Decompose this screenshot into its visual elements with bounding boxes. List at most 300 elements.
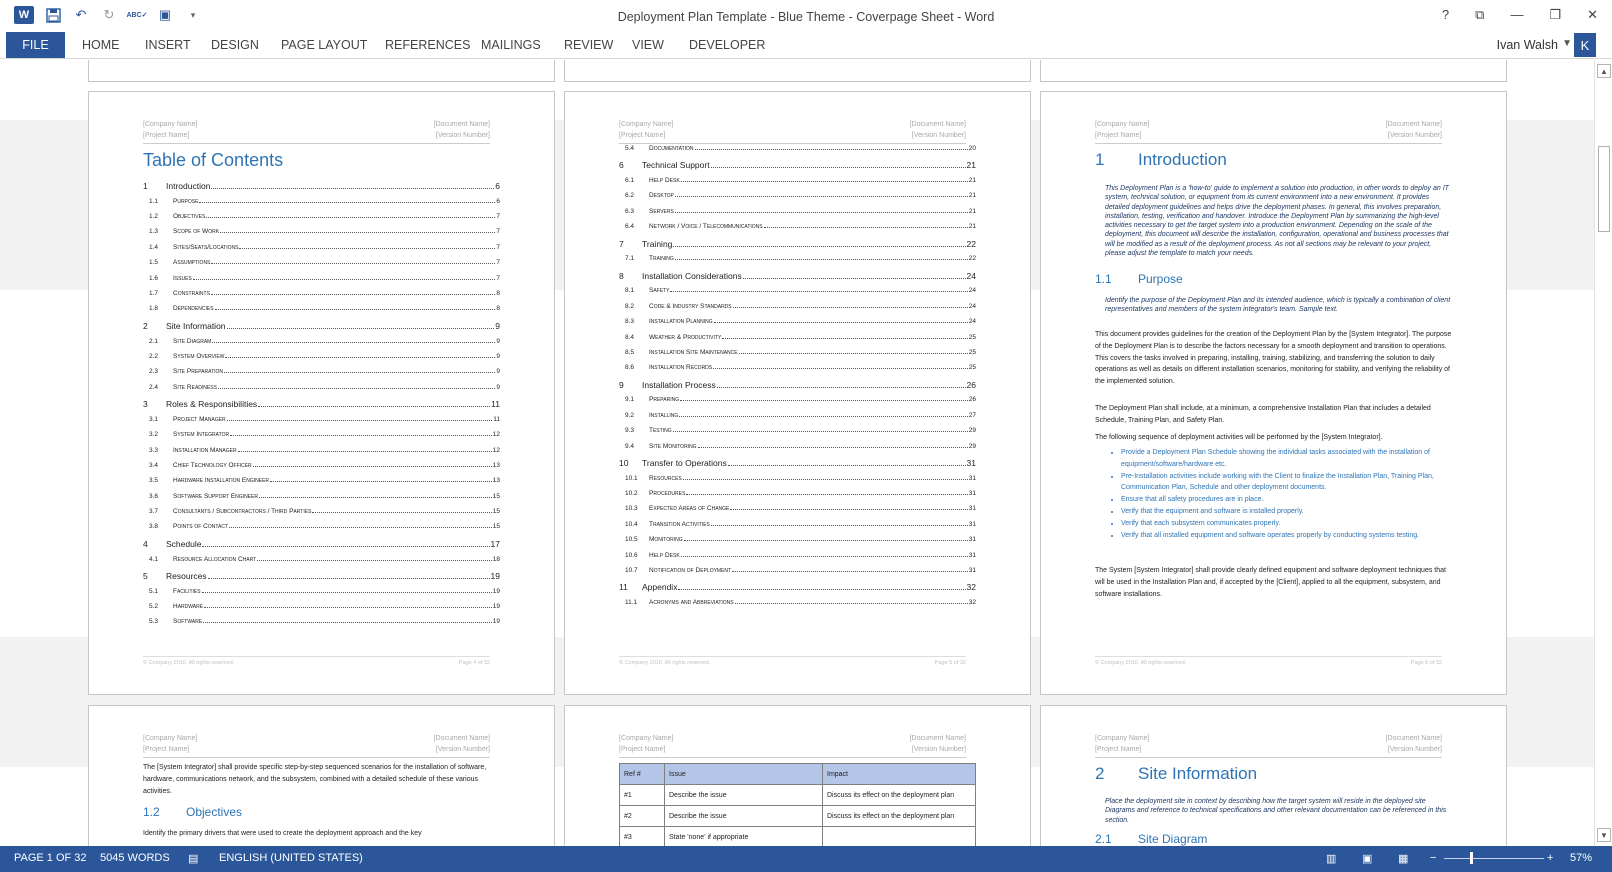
toc-subentry[interactable]: [619, 303, 976, 318]
toc-page: 24: [966, 270, 976, 281]
toc-page: 11: [491, 399, 500, 410]
user-menu-caret-icon[interactable]: ▼: [1562, 38, 1572, 49]
toc-number: 1.5: [149, 259, 159, 267]
copyright: © Company 2016. All rights reserved.: [619, 660, 711, 666]
page-header: [1095, 733, 1442, 758]
toc-page: 18: [492, 555, 500, 563]
toc-subentry[interactable]: [619, 192, 976, 207]
tab-insert[interactable]: INSERT: [145, 38, 191, 52]
toc-label: Notification of Deployment: [649, 567, 732, 575]
toc-subentry[interactable]: [143, 353, 500, 368]
toc-leader: [673, 431, 968, 432]
toc-page: 29: [968, 442, 976, 450]
toc-entry[interactable]: [143, 571, 500, 588]
toc-page: 21: [966, 160, 976, 171]
toc-leader: [238, 451, 492, 452]
page-site-information[interactable]: [1040, 705, 1507, 846]
toc-page: 20: [968, 145, 976, 152]
user-name[interactable]: Ivan Walsh: [1496, 38, 1558, 52]
toc-number: 4: [143, 538, 148, 549]
toc-leader: [764, 227, 968, 228]
page-header: [143, 733, 490, 758]
toc-label: Preparing: [649, 396, 680, 404]
toc-subentry[interactable]: [619, 552, 976, 567]
toc-number: 6.4: [625, 223, 635, 231]
toc-leader: [312, 512, 491, 513]
company-name: [Company Name]: [143, 735, 198, 742]
vertical-scrollbar[interactable]: [1594, 60, 1612, 846]
toc-subentry[interactable]: [143, 493, 500, 508]
toc-column-1: [143, 150, 500, 634]
toc-leader: [220, 232, 495, 233]
toc-number: 5.2: [149, 603, 159, 611]
toc-page: 9: [496, 383, 500, 391]
toc-label: Installation Manager: [173, 446, 237, 454]
toc-leader: [678, 589, 965, 590]
list-item: • Verify that the equipment and software is installed properly.: [1121, 506, 1452, 518]
toc-label: Resource Allocation Chart: [173, 555, 257, 563]
status-bar: [0, 846, 1612, 872]
table-row: [620, 785, 976, 806]
redo-icon[interactable]: ↻: [103, 7, 115, 22]
toc-label: Weather & Productivity: [649, 333, 722, 341]
toc-leader: [728, 465, 966, 466]
tab-home[interactable]: HOME: [82, 38, 120, 52]
toc-number: 1.3: [149, 228, 159, 236]
table-header-row: [620, 764, 976, 785]
minimize-icon[interactable]: —: [1510, 7, 1524, 22]
spelling-check-icon[interactable]: ABC✓: [126, 12, 148, 19]
toc-number: 2.3: [149, 368, 159, 376]
toc-subentry[interactable]: [619, 223, 976, 238]
toc-leader: [204, 607, 492, 608]
toc-page: 12: [492, 446, 500, 454]
page-footer: [143, 656, 490, 666]
toc-label: System Integrator: [173, 431, 230, 439]
page-eight[interactable]: [564, 705, 1031, 846]
toc-page: 22: [968, 255, 976, 263]
toc-number: 10.1: [625, 474, 638, 482]
toc-entry[interactable]: [619, 582, 976, 599]
toc-subentry[interactable]: [619, 334, 976, 349]
toc-subentry[interactable]: [143, 431, 500, 446]
toc-page: 7: [496, 274, 500, 282]
zoom-level[interactable]: 57%: [1570, 852, 1593, 864]
scroll-down-icon[interactable]: ▼: [1597, 828, 1611, 842]
language-indicator[interactable]: ENGLISH (UNITED STATES): [219, 852, 363, 864]
body-paragraph: The [System Integrator] shall provide specific step-by-step sequenced scenarios for the installation of software, hardware, communications network, and the subsystem, combined with a detailed schedule of these various activities.: [143, 764, 487, 795]
toc-number: 2.2: [149, 352, 159, 360]
toc-label: Hardware: [173, 603, 204, 611]
bullet-list: [1095, 447, 1452, 541]
tab-review[interactable]: REVIEW: [564, 38, 614, 52]
toc-subentry[interactable]: [143, 556, 500, 571]
help-icon[interactable]: ?: [1441, 7, 1450, 22]
customize-toolbar-icon[interactable]: ▾: [190, 9, 196, 20]
toc-subentry[interactable]: [619, 567, 976, 582]
toc-page: 21: [968, 177, 976, 185]
toc-number: 7: [619, 238, 624, 249]
avatar[interactable]: K: [1574, 33, 1596, 57]
page-partial[interactable]: [564, 60, 1031, 82]
toc-number: 3.3: [149, 446, 159, 454]
toc-page: 26: [966, 379, 976, 390]
body-paragraph: This document provides guidelines for the creation of the Deployment Plan by the [System Integrator]. The purpose of the Deployment Plan is to describe the factors necessary for a smooth deployment and transition to operations. This covers the tasks involved in preparing, installing, training, stabilizing, and transferring the solution to daily operations as well as details on different installation scenarios, monitoring for stability, and verifying the reliability of the implemented solution.: [1095, 331, 1452, 386]
toc-label: Site Readiness: [173, 383, 217, 391]
document-name: [Document Name]: [1385, 735, 1442, 742]
toc-page: 31: [968, 551, 976, 559]
toc-number: 3: [143, 399, 148, 410]
toc-number: 10.2: [625, 490, 638, 498]
project-name: [Project Name]: [619, 746, 666, 753]
version-number: [Version Number]: [911, 132, 966, 139]
toc-page: 26: [968, 396, 976, 404]
table-header-cell: Impact: [823, 764, 976, 785]
toc-leader: [193, 279, 496, 280]
toc-subentry[interactable]: [619, 177, 976, 192]
toc-subentry[interactable]: [619, 145, 976, 160]
zoom-in-icon[interactable]: +: [1547, 852, 1554, 864]
toc-page: 21: [968, 192, 976, 200]
project-name: [Project Name]: [1095, 746, 1142, 753]
toc-label: Resources: [166, 570, 207, 581]
copyright: © Company 2016. All rights reserved.: [1095, 660, 1187, 666]
heading-introduction: 1 Introduction: [1095, 150, 1227, 169]
toc-label: Installation Considerations: [642, 270, 742, 281]
toc-number: 9.2: [625, 411, 635, 419]
toc-subentry[interactable]: [619, 521, 976, 536]
toc-leader: [711, 525, 968, 526]
toc-page: 19: [492, 603, 500, 611]
toc-label: Site Monitoring: [649, 442, 697, 450]
toc-subentry[interactable]: [619, 427, 976, 442]
toc-number: 10.3: [625, 505, 638, 513]
toc-label: Facilities: [173, 587, 201, 595]
toc-subentry[interactable]: [143, 508, 500, 523]
toc-title: Table of Contents: [143, 150, 284, 170]
toc-subentry[interactable]: [143, 338, 500, 353]
toc-page: 24: [968, 287, 976, 295]
toc-number: 8.1: [625, 287, 635, 295]
project-name: [Project Name]: [143, 746, 190, 753]
toc-subentry[interactable]: [619, 396, 976, 411]
toc-leader: [679, 416, 968, 417]
toc-subentry[interactable]: [143, 368, 500, 383]
toc-page: 31: [968, 505, 976, 513]
toc-number: 10.7: [625, 567, 638, 575]
company-name: [Company Name]: [143, 121, 198, 128]
toc-label: Network / Voice / Telecommunications: [649, 223, 763, 231]
zoom-slider[interactable]: [1444, 858, 1544, 859]
page-partial[interactable]: [88, 60, 555, 82]
zoom-slider-knob[interactable]: [1470, 852, 1473, 864]
toc-label: Appendix: [642, 582, 678, 593]
toc-subentry[interactable]: [619, 599, 976, 614]
issues-table: [619, 763, 976, 846]
toc-page: 21: [968, 207, 976, 215]
toc-leader: [722, 338, 968, 339]
toc-subentry[interactable]: [143, 305, 500, 320]
page-introduction[interactable]: [1040, 91, 1507, 695]
toc-subentry[interactable]: [143, 198, 500, 213]
title-bar: [0, 0, 1612, 32]
toc-number: 1.2: [149, 213, 159, 221]
toc-page: 8: [496, 305, 500, 313]
company-name: [Company Name]: [1095, 121, 1150, 128]
copyright: © Company 2016. All rights reserved.: [143, 660, 235, 666]
toc-subentry[interactable]: [619, 287, 976, 302]
heading-site-information: 2 Site Information: [1095, 764, 1258, 783]
toc-page: 25: [968, 364, 976, 372]
toc-entry[interactable]: [619, 380, 976, 397]
toc-subentry[interactable]: [143, 447, 500, 462]
page-header: [143, 119, 490, 144]
toc-entry[interactable]: [619, 271, 976, 288]
toc-number: 3.4: [149, 461, 159, 469]
toc-page: 31: [966, 458, 976, 468]
proofing-icon[interactable]: ▤: [188, 853, 199, 865]
toc-leader: [215, 309, 496, 310]
toc-number: 8: [619, 270, 624, 281]
toc-leader: [681, 556, 968, 557]
document-name: [Document Name]: [1385, 121, 1442, 128]
toc-entry[interactable]: [619, 160, 976, 177]
document-area[interactable]: [0, 60, 1612, 846]
toc-subentry[interactable]: [619, 255, 976, 270]
word-count[interactable]: 5045 WORDS: [100, 852, 170, 864]
toc-label: Dependencies: [173, 305, 214, 313]
toc-label: Resources: [649, 474, 682, 482]
toc-leader: [683, 479, 968, 480]
toc-page: 7: [496, 259, 500, 267]
toc-page: 32: [968, 599, 976, 607]
toc-label: Monitoring: [649, 536, 683, 544]
toc-number: 9.3: [625, 427, 635, 435]
toc-subentry[interactable]: [619, 318, 976, 333]
scroll-up-icon[interactable]: ▲: [1597, 64, 1611, 78]
toc-number: 11: [619, 582, 628, 593]
toc-entry[interactable]: [143, 181, 500, 198]
toc-page: 17: [490, 538, 500, 549]
toc-page: 15: [492, 508, 500, 516]
toc-leader: [739, 353, 968, 354]
toc-subentry[interactable]: [619, 364, 976, 379]
version-number: [Version Number]: [1387, 746, 1442, 753]
version-number: [Version Number]: [435, 746, 490, 753]
tab-references[interactable]: REFERENCES: [385, 38, 471, 52]
toc-label: System Overview: [173, 352, 225, 360]
table-cell: #1: [620, 785, 665, 806]
zoom-out-icon[interactable]: −: [1430, 852, 1437, 864]
tab-view[interactable]: VIEW: [632, 38, 664, 52]
page-header: [619, 119, 966, 144]
site-guidance-text: Place the deployment site in context by describing how the target system will reside in the deployed site Diagrams and reference to technical specifications and other relevant documentation can be referenced in this section.: [1105, 798, 1447, 824]
toc-page: 9: [495, 320, 500, 331]
heading-objectives: 1.2 Objectives: [143, 805, 243, 819]
toc-number: 2.1: [149, 337, 159, 345]
toc-subentry[interactable]: [143, 477, 500, 492]
toc-page: 15: [492, 523, 500, 531]
toc-number: 10: [619, 458, 629, 468]
toc-subentry[interactable]: [619, 490, 976, 505]
toc-page: 31: [968, 490, 976, 498]
toc-leader: [675, 212, 968, 213]
word-app-icon[interactable]: W: [14, 6, 34, 24]
toc-number: 4.1: [149, 555, 159, 563]
page-header: [1095, 119, 1442, 144]
toc-page: 8: [496, 290, 500, 298]
toc-column-2: [619, 145, 976, 615]
heading-site-diagram: 2.1 Site Diagram: [1095, 832, 1208, 846]
toc-leader: [733, 307, 968, 308]
version-number: [Version Number]: [435, 132, 490, 139]
tab-file[interactable]: FILE: [6, 32, 65, 58]
toc-subentry[interactable]: [619, 505, 976, 520]
list-item: • Provide a Deployment Plan Schedule showing the individual tasks associated with the installation of equipment/software/hardware etc.: [1121, 447, 1452, 471]
toc-number: 3.1: [149, 415, 159, 423]
page-seven[interactable]: [88, 705, 555, 846]
toc-page: 22: [966, 238, 976, 249]
toc-label: Objectives: [173, 213, 206, 221]
toc-subentry[interactable]: [619, 349, 976, 364]
toc-label: Training: [642, 238, 673, 249]
toc-subentry[interactable]: [143, 275, 500, 290]
toc-entry[interactable]: [143, 321, 500, 338]
toc-subentry[interactable]: [143, 213, 500, 228]
tab-developer[interactable]: DEVELOPER: [689, 38, 766, 52]
toc-number: 1.8: [149, 305, 159, 313]
page-partial[interactable]: [1040, 60, 1507, 82]
toc-number: 1.7: [149, 290, 159, 298]
page-number: Page 5 of 32: [934, 660, 966, 666]
version-number: [Version Number]: [911, 746, 966, 753]
toc-subentry[interactable]: [619, 536, 976, 551]
page-count[interactable]: PAGE 1 OF 32: [14, 852, 87, 864]
toc-label: Issues: [173, 274, 192, 282]
toc-label: Installation Process: [642, 379, 716, 390]
toc-page: 27: [968, 411, 976, 419]
print-layout-icon[interactable]: ▣: [1362, 853, 1373, 865]
ribbon-display-options-icon[interactable]: ⧉: [1475, 7, 1485, 22]
toc-number: 11.1: [625, 599, 638, 607]
toc-number: 5.3: [149, 618, 159, 626]
toc-subentry[interactable]: [143, 618, 500, 633]
toc-leader: [684, 540, 968, 541]
read-mode-icon[interactable]: ▥: [1326, 853, 1337, 865]
list-item: • Verify that each subsystem communicates properly.: [1121, 518, 1452, 530]
toc-page: 7: [496, 228, 500, 236]
toc-page: 7: [496, 213, 500, 221]
toc-label: Hardware Installation Engineer: [173, 477, 270, 485]
touch-mode-icon[interactable]: ▣: [158, 7, 172, 22]
table-cell: #3: [620, 827, 665, 847]
toc-label: Site Preparation: [173, 368, 224, 376]
list-item: • Pre-Installation activities include working with the Client to finalize the Installation Plan, Training Plan, Communication Plan, Schedule and other deployment documents.: [1121, 471, 1452, 495]
toc-subentry[interactable]: [143, 462, 500, 477]
restore-icon[interactable]: ❐: [1549, 7, 1562, 22]
toc-page: 31: [968, 567, 976, 575]
toc-subentry[interactable]: [143, 523, 500, 538]
toc-leader: [211, 263, 495, 264]
toc-number: 9.4: [625, 442, 635, 450]
undo-icon[interactable]: ↶: [75, 7, 87, 22]
table-cell: Describe the issue: [665, 806, 823, 827]
tab-mailings[interactable]: MAILINGS: [481, 38, 541, 52]
toc-label: Code & Industry Standards: [649, 302, 732, 310]
toc-subentry[interactable]: [619, 475, 976, 490]
toc-page: 31: [968, 474, 976, 482]
tab-page-layout[interactable]: PAGE LAYOUT: [281, 38, 368, 52]
document-name: [Document Name]: [909, 121, 966, 128]
table-header-cell: Ref #: [620, 764, 665, 785]
toc-subentry[interactable]: [143, 588, 500, 603]
toc-entry[interactable]: [143, 539, 500, 556]
toc-number: 2: [143, 320, 148, 331]
toc-subentry[interactable]: [619, 208, 976, 223]
tab-design[interactable]: DESIGN: [211, 38, 259, 52]
toc-page: 29: [968, 427, 976, 435]
toc-leader: [208, 578, 490, 579]
document-name: [Document Name]: [433, 735, 490, 742]
toc-page: 19: [492, 587, 500, 595]
toc-label: Safety: [649, 287, 670, 295]
toc-leader: [259, 497, 492, 498]
body-paragraph: The Deployment Plan shall include, at a minimum, a comprehensive Installation Plan that includes a detailed Schedule, Training Plan, and Safety Plan.: [1095, 405, 1431, 424]
toc-leader: [713, 368, 968, 369]
toc-subentry[interactable]: [143, 416, 500, 431]
toc-number: 6.2: [625, 192, 635, 200]
project-name: [Project Name]: [619, 132, 666, 139]
toc-page: 21: [968, 223, 976, 231]
toc-page: 31: [968, 536, 976, 544]
toc-label: Desktop: [649, 192, 674, 200]
toc-leader: [227, 420, 493, 421]
page-footer: [619, 656, 966, 666]
toc-label: Software Support Engineer: [173, 492, 258, 500]
toc-page: 13: [492, 461, 500, 469]
toc-label: Acronyms and Abbreviations: [649, 599, 734, 607]
toc-entry[interactable]: [619, 458, 976, 475]
web-layout-icon[interactable]: ▦: [1398, 853, 1409, 865]
toc-leader: [206, 217, 495, 218]
toc-label: Roles & Responsibilities: [166, 399, 258, 410]
document-title: Deployment Plan Template - Blue Theme - Coverpage Sheet - Word: [617, 10, 995, 24]
toc-subentry[interactable]: [143, 228, 500, 243]
table-row: [620, 827, 976, 847]
toc-number: 8.2: [625, 302, 635, 310]
toc-subentry[interactable]: [143, 384, 500, 399]
scrollbar-thumb[interactable]: [1598, 146, 1610, 232]
table-cell: Discuss its effect on the deployment plan: [823, 806, 976, 827]
toc-label: Procedures: [649, 490, 686, 498]
toc-label: Site Information: [166, 320, 226, 331]
project-name: [Project Name]: [143, 132, 190, 139]
toc-subentry[interactable]: [143, 259, 500, 274]
toc-label: Help Desk: [649, 177, 680, 185]
toc-subentry[interactable]: [143, 603, 500, 618]
toc-entry[interactable]: [143, 399, 500, 416]
page-toc-1[interactable]: [88, 91, 555, 695]
toc-subentry[interactable]: [143, 244, 500, 259]
toc-number: 2.4: [149, 383, 159, 391]
toc-subentry[interactable]: [143, 290, 500, 305]
page-toc-2[interactable]: [564, 91, 1031, 695]
toc-subentry[interactable]: [619, 412, 976, 427]
toc-entry[interactable]: [619, 239, 976, 256]
close-icon[interactable]: ✕: [1587, 7, 1598, 22]
toc-subentry[interactable]: [619, 443, 976, 458]
document-name: [Document Name]: [909, 735, 966, 742]
